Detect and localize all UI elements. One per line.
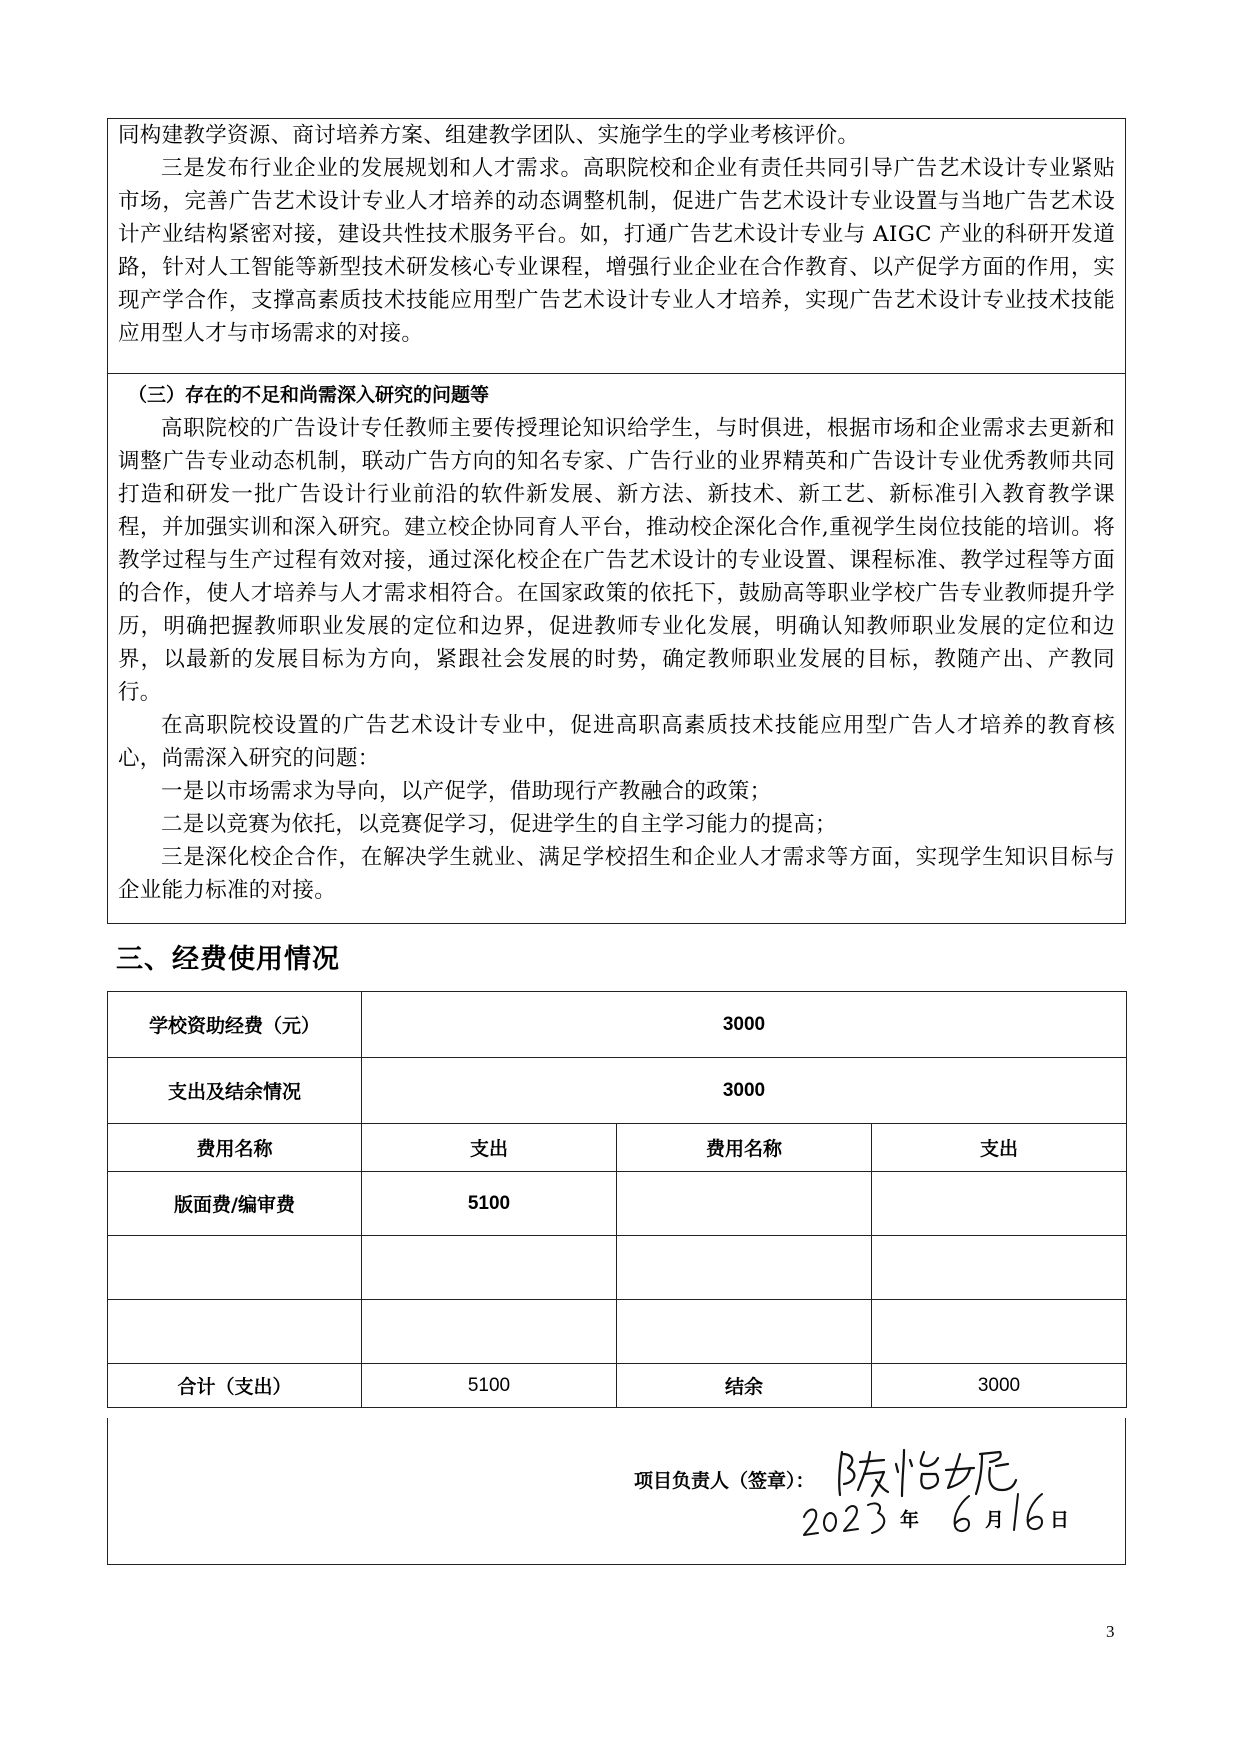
- header-cost-name-1: 费用名称: [108, 1124, 362, 1172]
- handwritten-month: [945, 1490, 981, 1538]
- shortcomings-box: [107, 374, 1126, 924]
- funding-row: [108, 992, 1127, 1058]
- cost-name-cell: [108, 1236, 362, 1300]
- handwritten-year: [800, 1495, 900, 1543]
- header-cost-name-2: 费用名称: [617, 1124, 872, 1172]
- funding-label: 学校资助经费（元）: [108, 992, 362, 1058]
- section-title-funding: 三、经费使用情况: [116, 944, 340, 975]
- expense-cell: [362, 1300, 617, 1364]
- expense-cell: [872, 1300, 1127, 1364]
- table-row: [108, 1300, 1127, 1364]
- signature-label: 项目负责人（签章）：: [634, 1470, 815, 1492]
- remain-value: 3000: [872, 1364, 1127, 1408]
- cost-name-cell: [617, 1236, 872, 1300]
- table-row: [108, 1236, 1127, 1300]
- section2-continuation-box: [107, 118, 1126, 374]
- date-day-suffix: 日: [1050, 1509, 1070, 1531]
- balance-label: 支出及结余情况: [108, 1058, 362, 1124]
- expense-cell: [362, 1236, 617, 1300]
- total-label: 合计（支出）: [108, 1364, 362, 1408]
- research-item-2: 二是以竞赛为依托，以竞赛促学习，促进学生的自主学习能力的提高；: [161, 812, 837, 837]
- funding-value: 3000: [362, 992, 1127, 1058]
- continuation-paragraph: 同构建教学资源、商讨培养方案、组建教学团队、实施学生的学业考核评价。: [118, 123, 860, 148]
- total-row: [108, 1364, 1127, 1408]
- balance-value: 3000: [362, 1058, 1127, 1124]
- table-row: [108, 1172, 1127, 1236]
- shortcomings-paragraph: 高职院校的广告设计专任教师主要传授理论知识给学生，与时俱进，根据市场和企业需求去更新和调整广告专业动态机制，联动广告方向的知名专家、广告行业的业界精英和广告设计专业优秀教师共同打造和研发一批广告设计行业前沿的软件新发展、新方法、新技术、新工艺、新标准引入教育教学课程，并加强实训和深入研究。建立校企协同育人平台，推动校企深化合作,重视学生岗位技能的培训。将教学过程与生产过程有效对接，通过深化校企在广告艺术设计的专业设置、课程标准、教学过程等方面的合作，使人才培养与人才需求相符合。在国家政策的依托下，鼓励高等职业学校广告专业教师提升学历，明确把握教师职业发展的定位和边界，促进教师专业化发展，明确认知教师职业发展的定位和边界，以最新的发展目标为方向，紧跟社会发展的时势，确定教师职业发展的目标，教随产出、产教同行。: [118, 416, 1115, 705]
- shortcomings-heading: （三）存在的不足和尚需深入研究的问题等: [128, 384, 490, 406]
- research-item-3: 三是深化校企合作，在解决学生就业、满足学校招生和企业人才需求等方面，实现学生知识目标与企业能力标准的对接。: [118, 845, 1115, 903]
- research-intro-paragraph: 在高职院校设置的广告艺术设计专业中，促进高职高素质技术技能应用型广告人才培养的教育核心，尚需深入研究的问题：: [118, 713, 1115, 771]
- balance-row: [108, 1058, 1127, 1124]
- cost-name-cell: 版面费/编审费: [108, 1172, 362, 1236]
- date-month-suffix: 月: [985, 1509, 1005, 1531]
- cost-name-cell: [108, 1300, 362, 1364]
- research-item-1: 一是以市场需求为导向，以产促学，借助现行产教融合的政策；: [161, 779, 772, 804]
- table-header-row: [108, 1124, 1127, 1172]
- funding-table: [107, 991, 1127, 1408]
- cost-name-cell: [617, 1300, 872, 1364]
- page-number: 3: [1106, 1622, 1115, 1641]
- remain-label: 结余: [617, 1364, 872, 1408]
- total-value: 5100: [362, 1364, 617, 1408]
- header-expense-2: 支出: [872, 1124, 1127, 1172]
- date-year-suffix: 年: [900, 1509, 920, 1531]
- handwritten-day: [1010, 1486, 1050, 1538]
- expense-cell: [872, 1236, 1127, 1300]
- measure-three-paragraph: 三是发布行业企业的发展规划和人才需求。高职院校和企业有责任共同引导广告艺术设计专业紧贴市场，完善广告艺术设计专业人才培养的动态调整机制，促进广告艺术设计专业设置与当地广告艺术设计产业结构紧密对接，建设共性技术服务平台。如，打通广告艺术设计专业与 AIGC 产业的科研开发道路，针对人工智能等新型技术研发核心专业课程，增强行业企业在合作教育、以产促学方面的作用，实现产学合作，支撑高素质技术技能应用型广告艺术设计专业人才培养，实现广告艺术设计专业技术技能应用型人才与市场需求的对接。: [118, 156, 1115, 346]
- expense-cell: 5100: [362, 1172, 617, 1236]
- header-expense-1: 支出: [362, 1124, 617, 1172]
- expense-cell: [872, 1172, 1127, 1236]
- cost-name-cell: [617, 1172, 872, 1236]
